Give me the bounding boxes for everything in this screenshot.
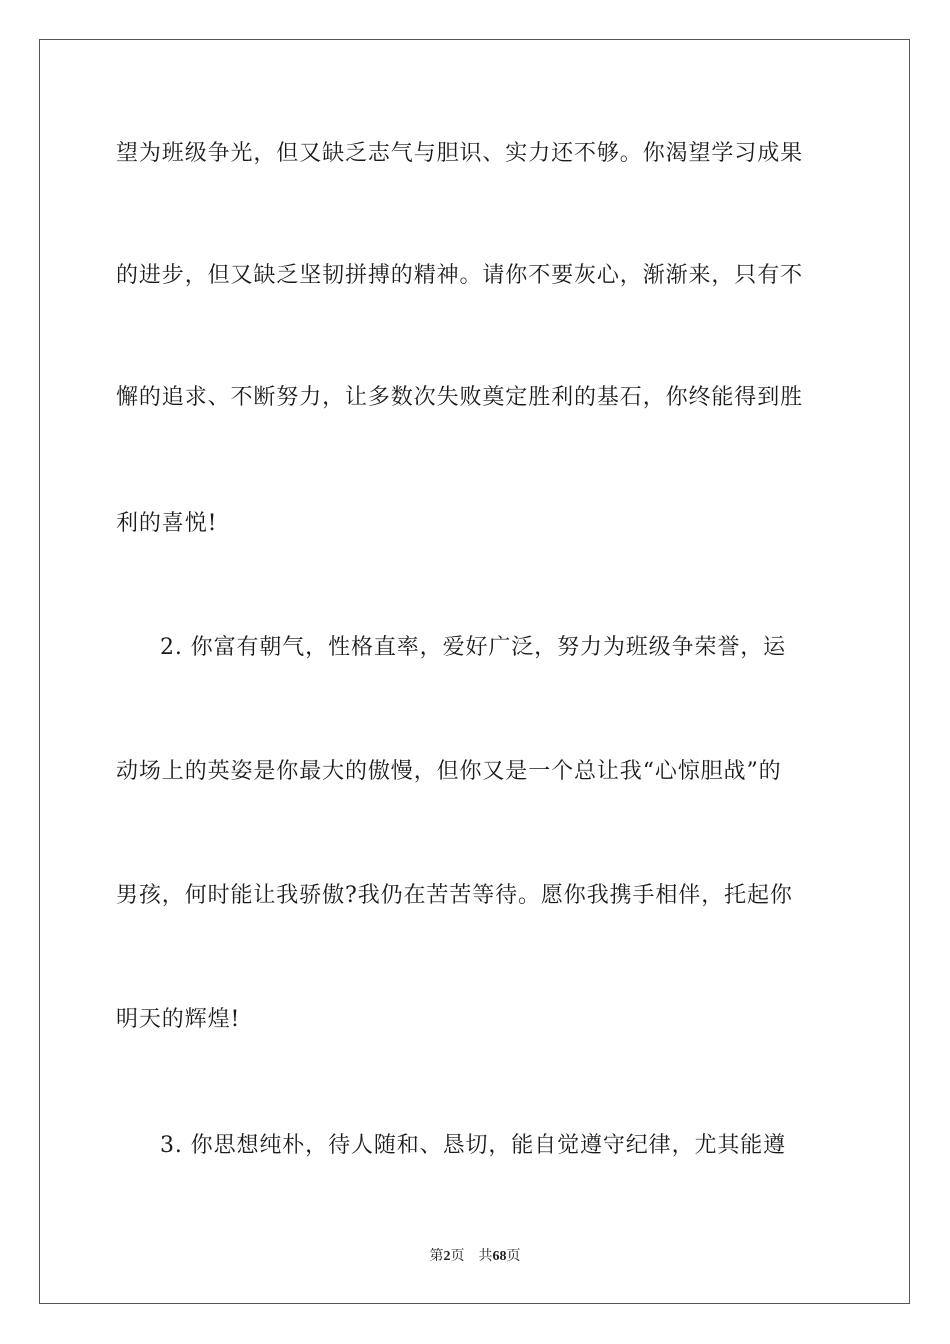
text-line: 明天的辉煌! — [116, 1007, 241, 1032]
paragraph-2-start: 2. 你富有朝气，性格直率，爱好广泛，努力为班级争荣誉，运 — [160, 635, 787, 660]
page-border — [39, 39, 910, 1304]
text-line: 望为班级争光，但又缺乏志气与胆识、实力还不够。你渴望学习成果 — [116, 141, 804, 166]
text-line: 的进步，但又缺乏坚韧拼搏的精神。请你不要灰心，渐渐来，只有不 — [116, 263, 804, 288]
paragraph-3-start: 3. 你思想纯朴，待人随和、恳切，能自觉遵守纪律，尤其能遵 — [160, 1133, 787, 1158]
total-pages: 68 — [492, 1249, 507, 1264]
total-suffix: 页 — [506, 1248, 521, 1264]
total-prefix: 共 — [478, 1248, 493, 1264]
text-line: 利的喜悦! — [116, 511, 218, 536]
page-prefix: 第 — [429, 1248, 444, 1264]
page-number: 2 — [443, 1249, 451, 1264]
text-line: 男孩，何时能让我骄傲?我仍在苦苦等待。愿你我携手相伴，托起你 — [116, 883, 793, 908]
page-suffix: 页 — [450, 1248, 465, 1264]
page-footer — [0, 1245, 950, 1265]
text-line: 动场上的英姿是你最大的傲慢，但你又是一个总让我“心惊胆战”的 — [116, 759, 782, 784]
text-line: 懈的追求、不断努力，让多数次失败奠定胜利的基石，你终能得到胜 — [116, 385, 804, 410]
